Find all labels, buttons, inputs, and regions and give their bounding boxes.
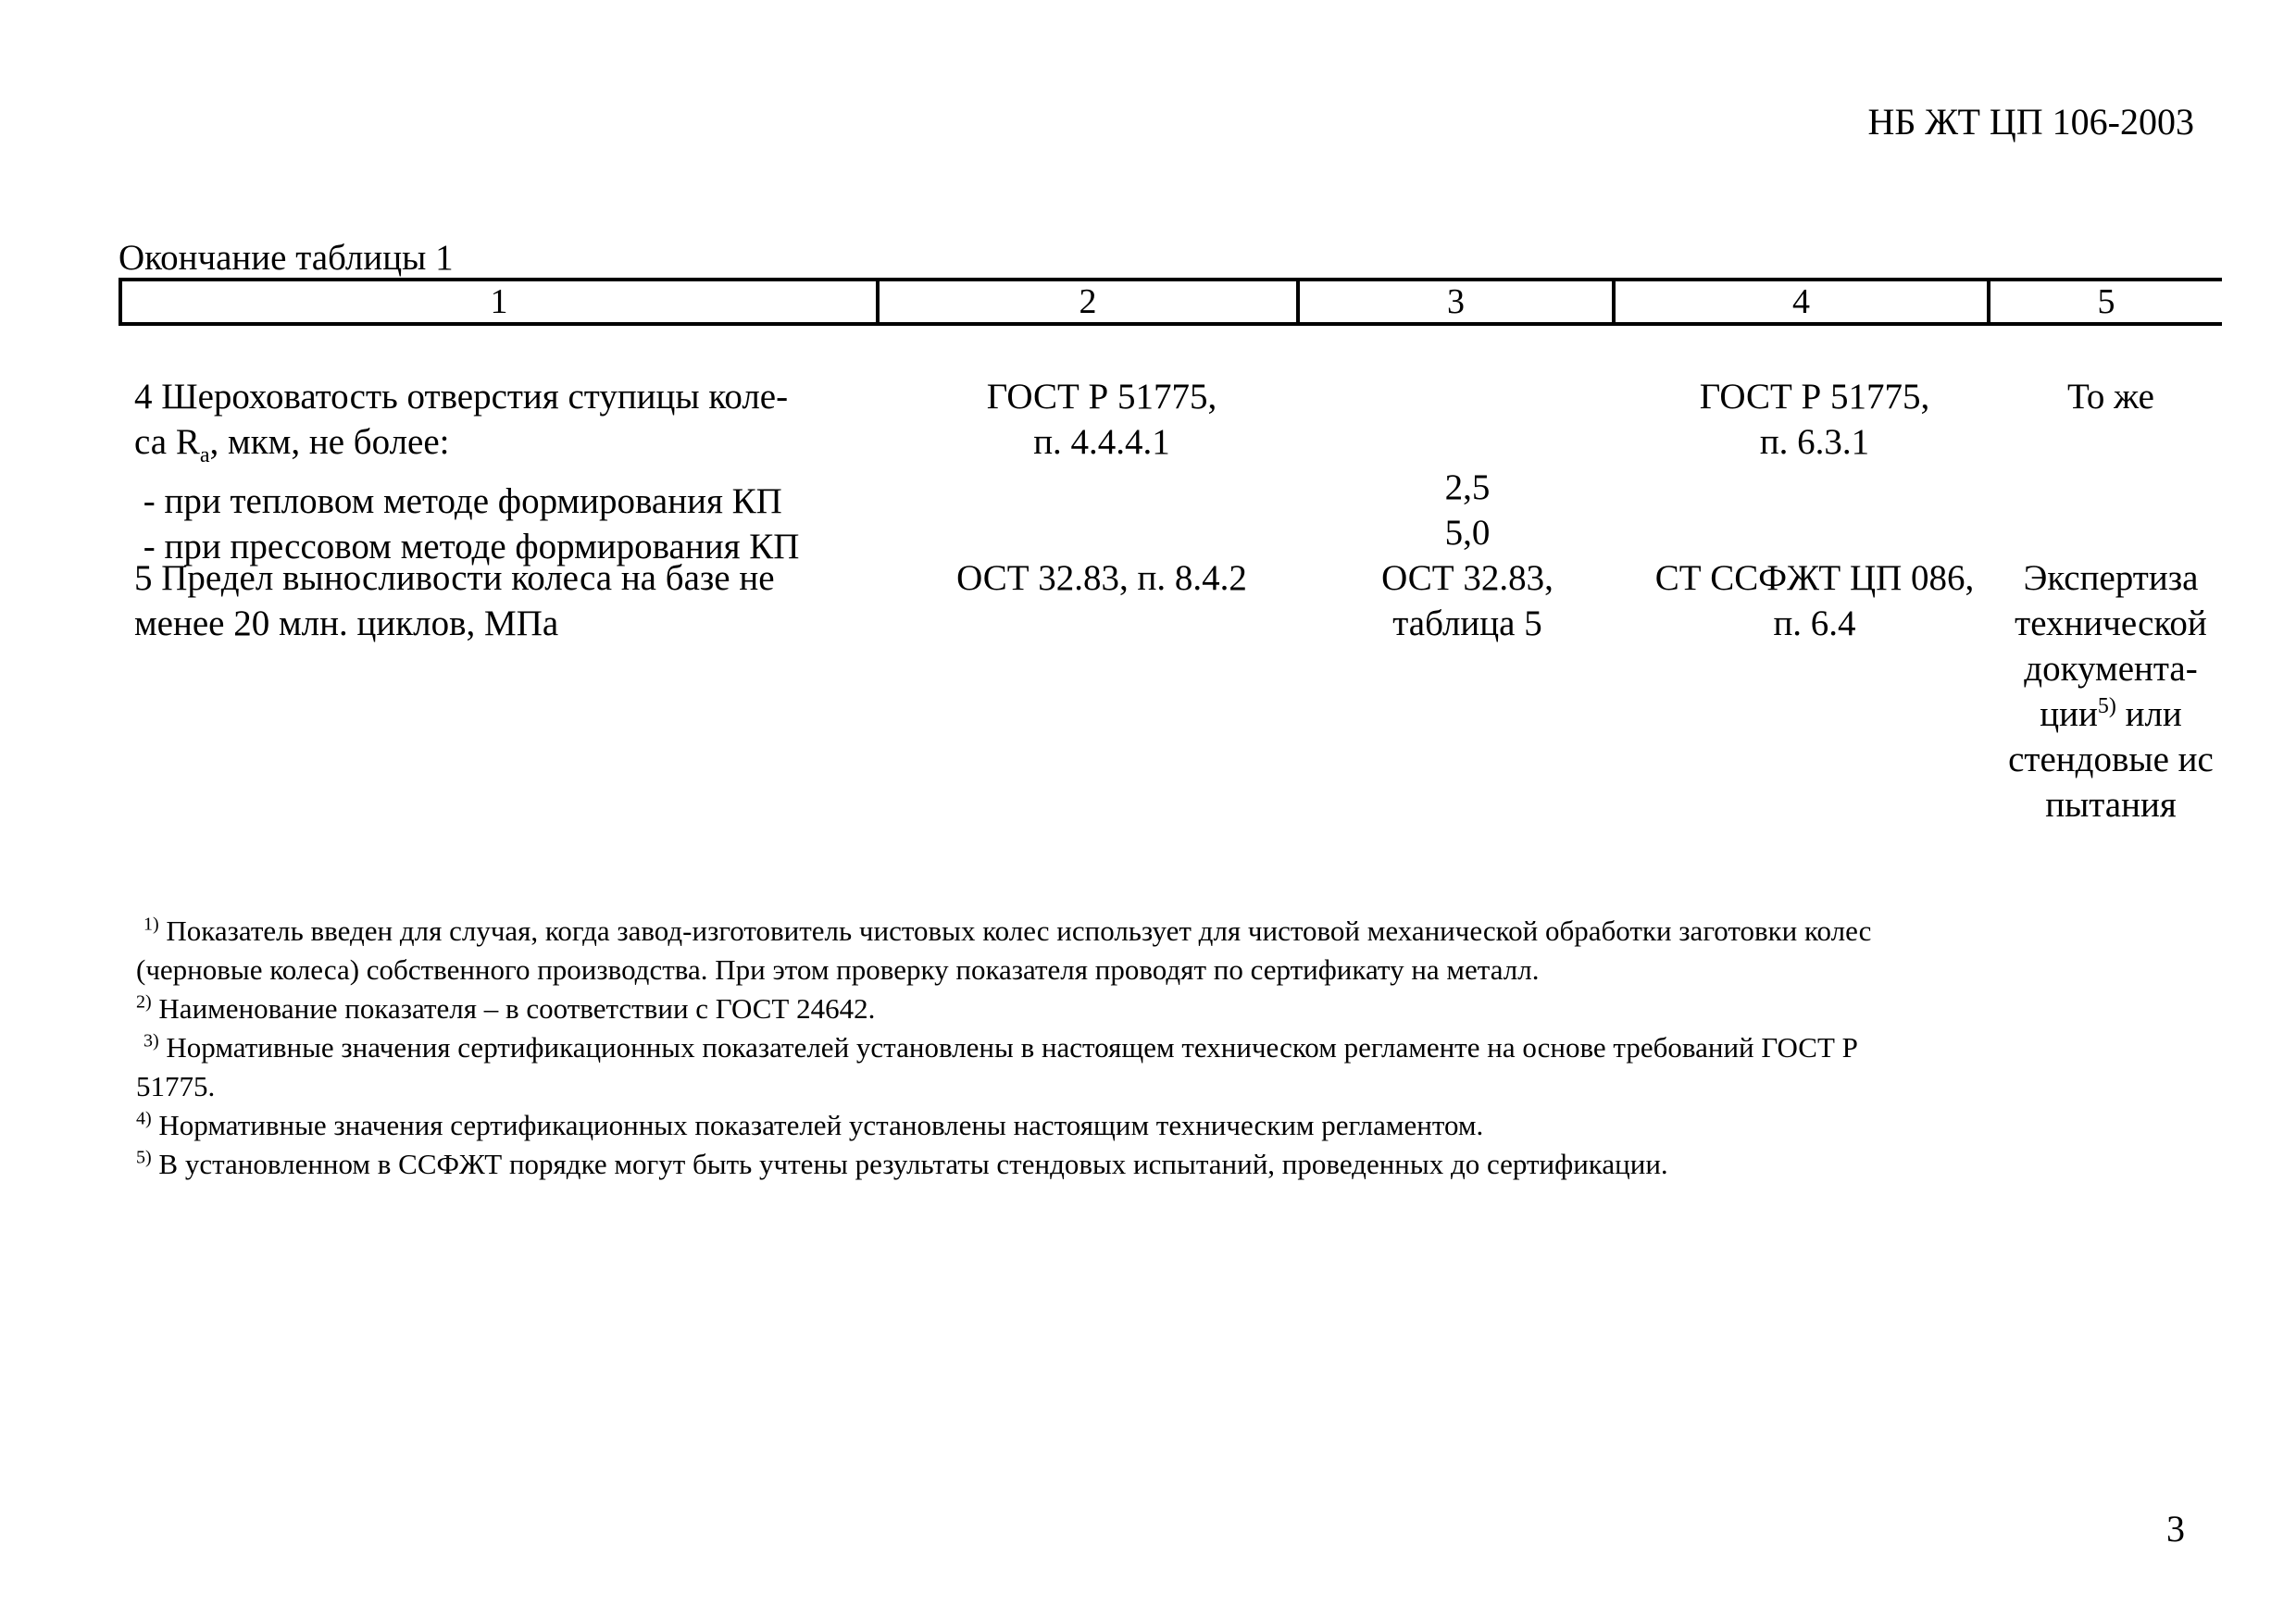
column-number-4: 4: [1616, 281, 1990, 322]
row5-test-method: СТ ССФЖТ ЦП 086, п. 6.4: [1654, 558, 1975, 643]
row4-test-method: ГОСТ Р 51775, п. 6.3.1: [1699, 377, 1930, 462]
page-number: 3: [2166, 1508, 2185, 1550]
footnote-3: $^{3)}$ Нормативные значения сертификационных показателей установлены в настоящем техническом регламенте на основе требований ГОСТ Р: [144, 1030, 1858, 1064]
row4-confirmation: То же: [2067, 377, 2154, 417]
footnote-1-cont: (черновые колеса) собственного производства. При этом проверку показателя проводят по сертификату на металл.: [136, 953, 1540, 986]
row5-indicator: 5 Предел выносливости колеса на базе не менее 20 млн. циклов, МПа: [134, 558, 775, 643]
row4-normative-doc: ГОСТ Р 51775, п. 4.4.4.1: [986, 377, 1217, 462]
column-number-1: 1: [122, 281, 880, 322]
column-number-2: 2: [880, 281, 1300, 322]
table-caption: Окончание таблицы 1: [119, 238, 454, 278]
footnote-5: $^{5)}$ В установленном в ССФЖТ порядке могут быть учтены результаты стендовых испытаний, проведенных до сертификации.: [136, 1147, 1668, 1180]
row5-normative-doc: ОСТ 32.83, п. 8.4.2: [956, 558, 1247, 598]
footnote-1: $^{1)}$ Показатель введен для случая, когда завод-изготовитель чистовых колес использует для чистовой механической обработки заготовки колес: [144, 914, 1872, 947]
row4-indicator: 4 Шероховатость отверстия ступицы коле- са $R_a$, мкм, не более: - при тепловом методе формирования КП - при прессовом методе формирования КП: [134, 377, 800, 566]
row4-value: 2,5 5,0: [1444, 467, 1491, 553]
column-number-5: 5: [2097, 282, 2115, 321]
row5-value: ОСТ 32.83, таблица 5: [1381, 558, 1554, 643]
footnote-4: $^{4)}$ Нормативные значения сертификационных показателей установлены настоящим техническим регламентом.: [136, 1108, 1484, 1141]
column-number-3: 3: [1300, 281, 1616, 322]
footnotes: [136, 912, 2222, 1184]
footnote-2: $^{2)}$ Наименование показателя – в соответствии с ГОСТ 24642.: [136, 991, 876, 1025]
footnote-3-cont: 51775.: [136, 1070, 216, 1102]
row5-confirmation: Экспертиза технической документа- ции$^{5)}$ или стендовые ис пытания: [2008, 558, 2214, 825]
table-header-row: [119, 278, 2222, 326]
document-code: НБ ЖТ ЦП 106-2003: [1867, 101, 2194, 143]
